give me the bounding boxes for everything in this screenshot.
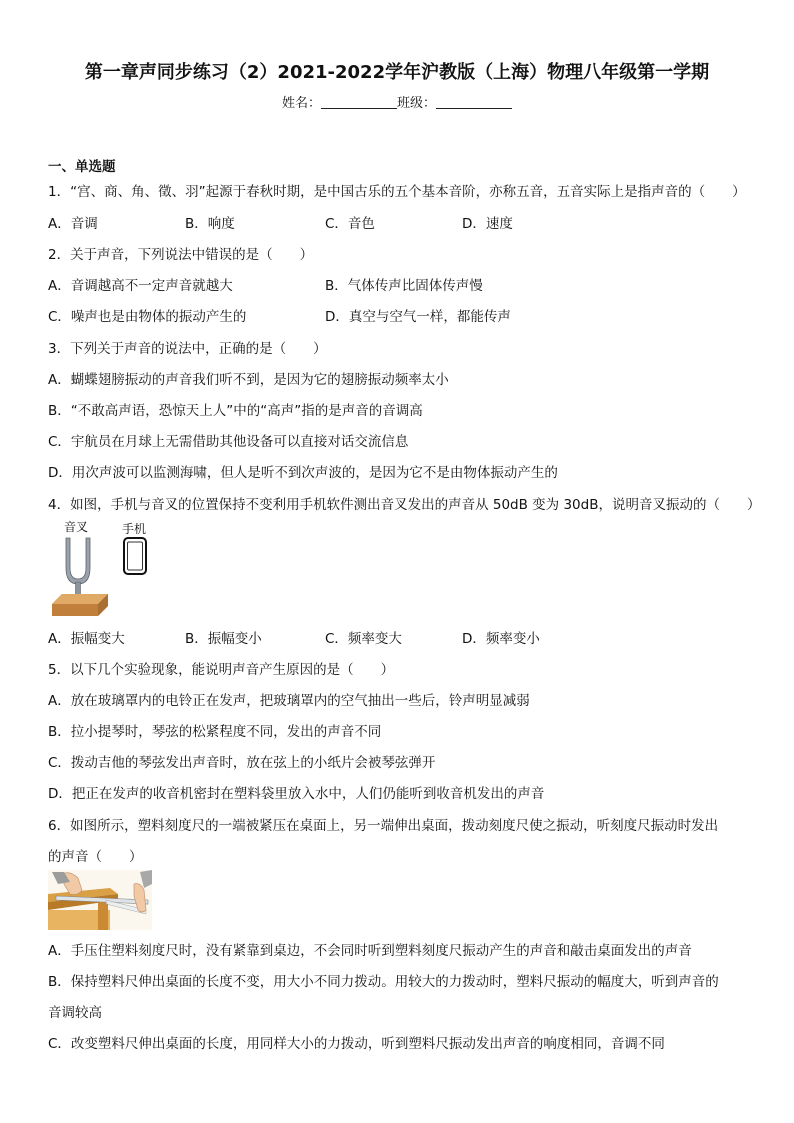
q5-option-a: A．放在玻璃罩内的电铃正在发声，把玻璃罩内的空气抽出一些后，铃声明显减弱: [48, 693, 530, 709]
q1-option-b: B．响度: [185, 216, 235, 232]
question-3-stem: 3．下列关于声音的说法中，正确的是（ ）: [48, 341, 327, 357]
q3-option-d: D．用次声波可以监测海啸，但人是听不到次声波的，是因为它不是由物体振动产生的: [48, 465, 558, 481]
q2-option-d: D．真空与空气一样，都能传声: [325, 309, 511, 325]
ruler-experiment-icon: [48, 870, 152, 930]
q1-option-a: A．音调: [48, 216, 98, 232]
tuning-fork-phone-figure: [48, 518, 158, 618]
q4-option-b: B．振幅变小: [185, 631, 262, 647]
student-info-line: [0, 92, 794, 111]
page-title: 第一章声同步练习（2）2021-2022学年沪教版（上海）物理八年级第一学期: [84, 62, 710, 83]
q5-option-d: D．把正在发声的收音机密封在塑料袋里放入水中，人们仍能听到收音机发出的声音: [48, 786, 545, 802]
phone-icon: [122, 536, 152, 580]
q3-option-b: B．“不敢高声语，恐惊天上人”中的“高声”指的是声音的音调高: [48, 403, 423, 419]
name-label: 姓名：: [281, 96, 321, 111]
q6-option-b: B．保持塑料尺伸出桌面的长度不变，用大小不同力拨动。用较大的力拨动时，塑料尺振动的幅度大，听到声音的: [48, 974, 719, 990]
q2-option-a: A．音调越高不一定声音就越大: [48, 278, 233, 294]
question-4-stem: 4．如图，手机与音叉的位置保持不变利用手机软件测出音叉发出的声音从 50dB 变为 30dB，说明音叉振动的（ ）: [48, 497, 761, 513]
q5-option-b: B．拉小提琴时，琴弦的松紧程度不同，发出的声音不同: [48, 724, 382, 740]
q5-option-c: C．拨动吉他的琴弦发出声音时，放在弦上的小纸片会被琴弦弹开: [48, 755, 436, 771]
class-blank: [436, 94, 512, 109]
q6-option-c: C．改变塑料尺伸出桌面的长度，用同样大小的力拨动，听到塑料尺振动发出声音的响度相同，音调不同: [48, 1036, 665, 1052]
fork-label: 音叉: [64, 520, 89, 534]
q3-option-a: A．蝴蝶翅膀振动的声音我们听不到，是因为它的翅膀振动频率太小: [48, 372, 449, 388]
phone-label: 手机: [122, 522, 147, 536]
q1-option-d: D．速度: [462, 216, 513, 232]
q2-option-b: B．气体传声比固体传声慢: [325, 278, 483, 294]
q4-option-d: D．频率变小: [462, 631, 540, 647]
q6-option-a: A．手压住塑料刻度尺时，没有紧靠到桌边，不会同时听到塑料刻度尺振动产生的声音和敲击桌面发出的声音: [48, 943, 692, 959]
q2-option-c: C．噪声也是由物体的振动产生的: [48, 309, 247, 325]
name-blank: [321, 94, 397, 109]
ruler-on-table-figure: [48, 870, 152, 930]
q4-option-a: A．振幅变大: [48, 631, 125, 647]
question-6-stem-line1: 6．如图所示，塑料刻度尺的一端被紧压在桌面上，另一端伸出桌面，拨动刻度尺使之振动，听刻度尺振动时发出: [48, 818, 719, 834]
q3-option-c: C．宇航员在月球上无需借助其他设备可以直接对话交流信息: [48, 434, 409, 450]
section-title: 一、单选题: [48, 159, 116, 175]
question-2-stem: 2．关于声音，下列说法中错误的是（ ）: [48, 247, 314, 263]
q6-option-b-continued: 音调较高: [48, 1005, 102, 1021]
question-1-stem: 1．“宫、商、角、徵、羽”起源于春秋时期，是中国古乐的五个基本音阶，亦称五音，五音实际上是指声音的（ ）: [48, 184, 746, 200]
q1-option-c: C．音色: [325, 216, 375, 232]
question-5-stem: 5．以下几个实验现象，能说明声音产生原因的是（ ）: [48, 662, 395, 678]
q4-option-c: C．频率变大: [325, 631, 402, 647]
question-6-stem-line2: 的声音（ ）: [48, 849, 143, 865]
class-label: 班级：: [397, 96, 437, 111]
